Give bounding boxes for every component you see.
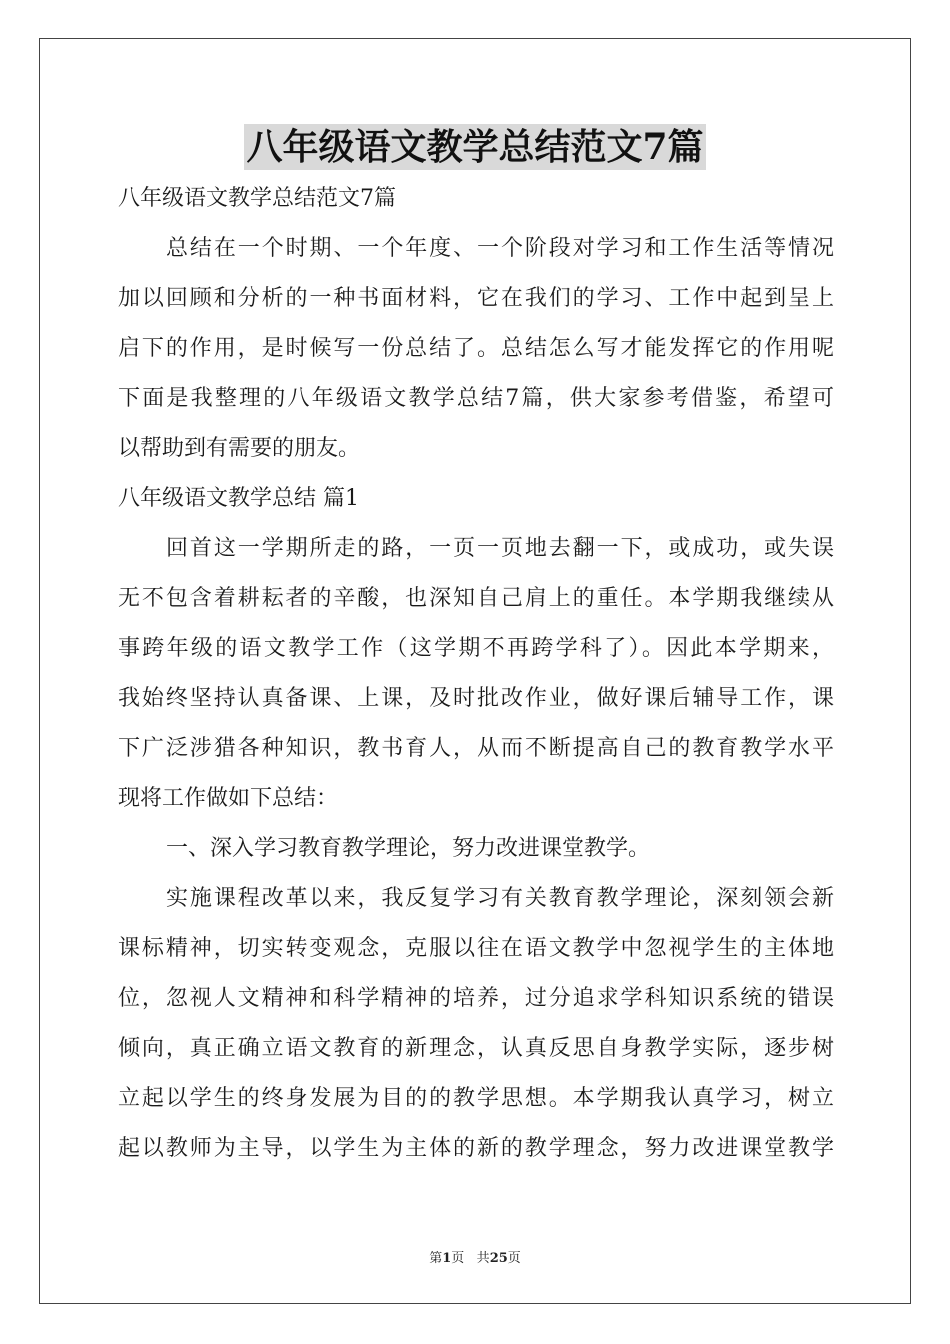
text-line: 一、深入学习教育教学理论，努力改进课堂教学。 xyxy=(166,836,651,861)
text-line: 立起以学生的终身发展为目的的教学思想。本学期我认真学习，树立 xyxy=(118,1086,834,1111)
text-line: 倾向，真正确立语文教育的新理念，认真反思自身教学实际，逐步树 xyxy=(118,1036,834,1061)
text-line: 我始终坚持认真备课、上课，及时批改作业，做好课后辅导工作，课 xyxy=(118,686,834,711)
total-prefix: 共 xyxy=(476,1251,490,1266)
text-line: 事跨年级的语文教学工作（这学期不再跨学科了）。因此本学期来， xyxy=(118,636,834,661)
text-line: 无不包含着耕耘者的辛酸，也深知自己肩上的重任。本学期我继续从 xyxy=(118,586,834,611)
text-line: 实施课程改革以来，我反复学习有关教育教学理论，深刻领会新 xyxy=(166,886,834,911)
total-pages: 25 xyxy=(489,1251,508,1266)
page-footer xyxy=(0,1247,950,1266)
document-body xyxy=(118,180,834,1180)
text-line: 下面是我整理的八年级语文教学总结7篇，供大家参考借鉴，希望可 xyxy=(118,386,834,411)
text-line: 位，忽视人文精神和科学精神的培养，过分追求学科知识系统的错误 xyxy=(118,986,834,1011)
page-prefix: 第 xyxy=(429,1251,443,1266)
text-line: 八年级语文教学总结范文7篇 xyxy=(118,186,396,211)
page-suffix: 页 xyxy=(451,1251,465,1266)
page-number: 1 xyxy=(442,1251,452,1266)
text-line: 下广泛涉猎各种知识，教书育人，从而不断提高自己的教育教学水平 xyxy=(118,736,834,761)
text-line: 以帮助到有需要的朋友。 xyxy=(118,436,361,461)
document-title xyxy=(0,124,950,170)
total-suffix: 页 xyxy=(507,1251,521,1266)
text-line: 启下的作用，是时候写一份总结了。总结怎么写才能发挥它的作用呢 xyxy=(118,336,834,361)
text-line: 八年级语文教学总结 篇1 xyxy=(118,486,359,511)
document-title-text: 八年级语文教学总结范文7篇 xyxy=(246,126,704,168)
text-line: 课标精神，切实转变观念，克服以往在语文教学中忽视学生的主体地 xyxy=(118,936,834,961)
text-line: 回首这一学期所走的路，一页一页地去翻一下，或成功，或失误 xyxy=(166,536,834,561)
text-line: 起以教师为主导，以学生为主体的新的教学理念，努力改进课堂教学 xyxy=(118,1136,834,1161)
text-line: 加以回顾和分析的一种书面材料，它在我们的学习、工作中起到呈上 xyxy=(118,286,834,311)
text-line: 现将工作做如下总结： xyxy=(118,786,339,811)
text-line: 总结在一个时期、一个年度、一个阶段对学习和工作生活等情况 xyxy=(166,236,834,261)
